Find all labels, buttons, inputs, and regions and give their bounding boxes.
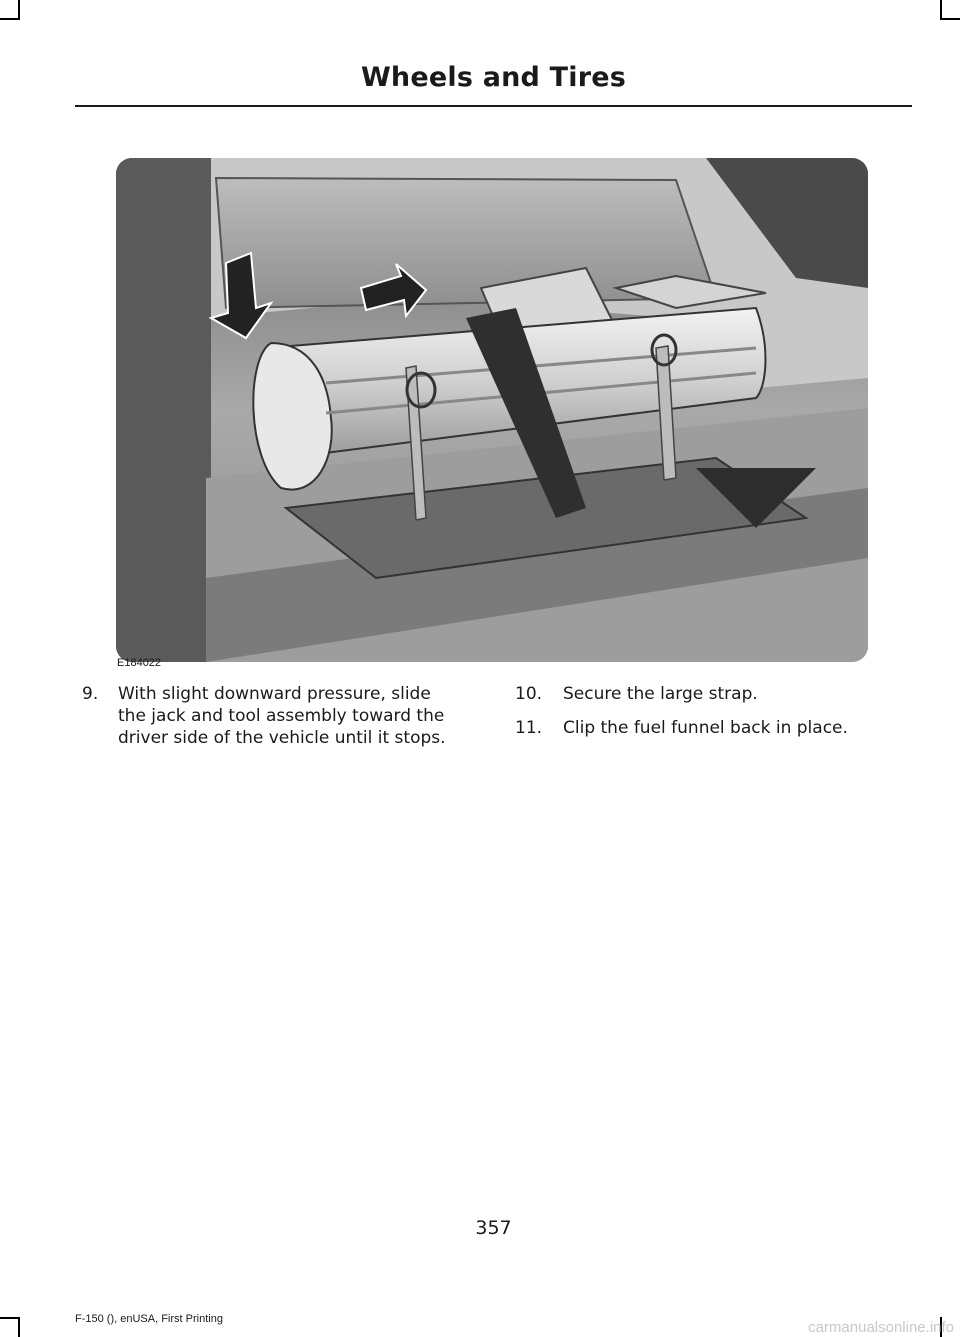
step-text-line: the jack and tool assembly toward the — [118, 706, 445, 726]
step-11 — [515, 717, 915, 739]
step-10 — [515, 683, 915, 705]
step-number: 11. — [515, 718, 543, 738]
header-divider — [75, 105, 912, 107]
crop-mark — [18, 1317, 20, 1337]
crop-mark — [940, 0, 942, 20]
step-text-line: driver side of the vehicle until it stops. — [118, 728, 446, 748]
crop-mark — [0, 18, 20, 20]
step-text-line: Clip the fuel funnel back in place. — [563, 718, 848, 738]
watermark: carmanualsonline.info — [808, 1319, 954, 1336]
step-text-line: Secure the large strap. — [563, 684, 758, 704]
page-title: Wheels and Tires — [360, 62, 627, 93]
footer-note: F-150 (), enUSA, First Printing — [75, 1313, 223, 1325]
page-number: 357 — [475, 1217, 512, 1239]
jack-assembly-illustration — [116, 158, 868, 662]
crop-mark — [940, 18, 960, 20]
step-number: 9. — [82, 684, 99, 704]
step-9 — [82, 683, 482, 749]
crop-mark — [18, 0, 20, 20]
figure-id: E184022 — [117, 657, 162, 669]
step-number: 10. — [515, 684, 543, 704]
crop-mark — [0, 1317, 20, 1319]
step-text-line: With slight downward pressure, slide — [118, 684, 431, 704]
